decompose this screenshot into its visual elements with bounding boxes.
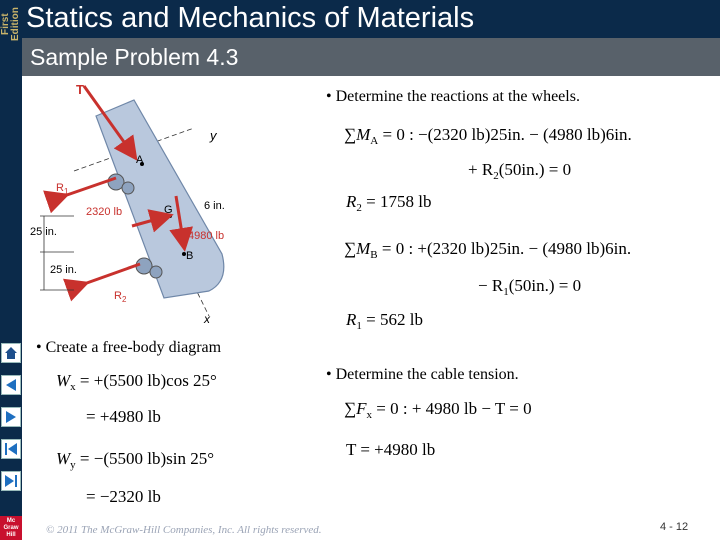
bullet-free-body: • Create a free-body diagram	[36, 339, 222, 356]
eq-r2: $R_2 = 1758$ lb	[346, 192, 432, 214]
label-2320: 2320 lb	[86, 206, 123, 218]
label-t: T	[76, 82, 84, 97]
label-4980: 4980 lb	[188, 230, 225, 242]
label-r2: $R_2$	[114, 290, 127, 305]
first-icon[interactable]	[1, 439, 21, 459]
subtitle-bar	[22, 38, 720, 76]
eq-wx-2: = +4980 lb	[86, 407, 161, 426]
label-r1: $R_1$	[56, 182, 69, 197]
label-y: y	[210, 128, 217, 143]
eq-ma-cont: + $R_2(50in.) = 0$	[468, 160, 572, 182]
last-icon[interactable]	[1, 471, 21, 491]
label-a: A	[136, 154, 144, 166]
label-25in-b: 25 in.	[50, 264, 77, 276]
bullet-cable: • Determine the cable tension.	[326, 366, 519, 383]
eq-wy-1: $W_y = -(5500$ lb)sin 25°	[56, 449, 215, 471]
label-x: x	[204, 312, 210, 326]
back-icon[interactable]	[1, 375, 21, 395]
label-g: G	[164, 204, 173, 216]
publisher-logo: Mc Graw Hill	[0, 516, 22, 540]
eq-fx: $\sum F_x = 0$ : + 4980 lb − T = 0	[344, 399, 532, 421]
bullet-reactions: • Determine the reactions at the wheels.	[326, 88, 580, 105]
sidebar	[0, 0, 22, 540]
label-25in-a: 25 in.	[30, 226, 57, 238]
label-6in: 6 in.	[204, 200, 225, 212]
title-bar	[22, 0, 720, 38]
home-icon[interactable]	[1, 343, 21, 363]
page-number: 4 - 12	[660, 521, 689, 533]
eq-mb: $\sum M_B = 0$ : +(2320 lb)25in. − (4980 lb)6in.	[344, 239, 632, 261]
eq-wx-1: $W_x = +(5500$ lb)cos 25°	[56, 371, 217, 393]
eq-t: T = +4980 lb	[346, 440, 436, 459]
page-title: Statics and Mechanics of Materials	[26, 2, 475, 34]
edition-label: First Edition	[0, 7, 21, 41]
forward-icon[interactable]	[1, 407, 21, 427]
eq-ma: $\sum M_A = 0$ : −(2320 lb)25in. − (4980 lb)6in.	[344, 125, 632, 147]
eq-r1: $R_1 = 562$ lb	[346, 310, 423, 332]
copyright: © 2011 The McGraw-Hill Companies, Inc. All rights reserved.	[46, 524, 322, 536]
eq-mb-cont: − $R_1(50in.) = 0$	[478, 276, 582, 298]
free-body-diagram	[24, 76, 244, 328]
slide-subtitle: Sample Problem 4.3	[30, 44, 239, 70]
label-b: B	[186, 250, 194, 262]
eq-wy-2: = −2320 lb	[86, 487, 161, 506]
